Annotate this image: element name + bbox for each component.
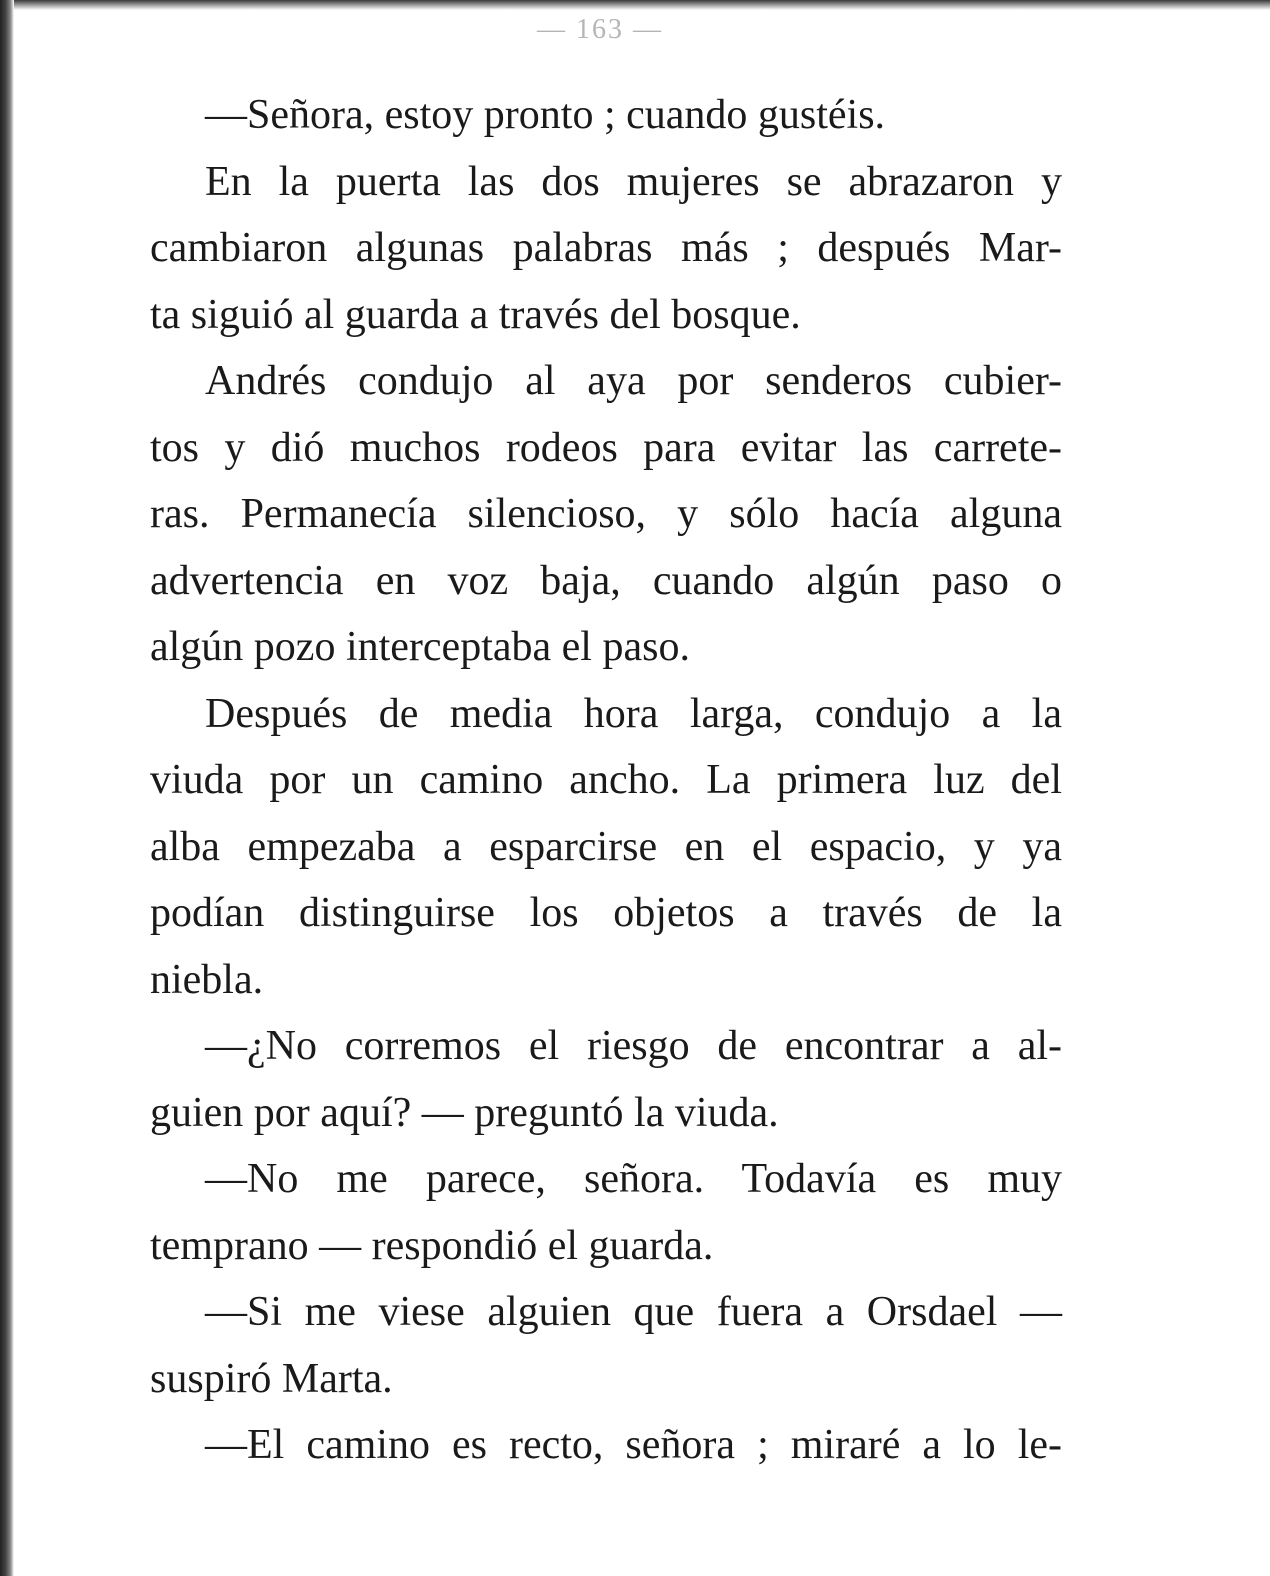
text-line: podían distinguirse los objetos a través de la: [150, 890, 1062, 936]
text-line: suspiró Marta.: [150, 1355, 393, 1402]
page-number: — 163 —: [537, 14, 663, 45]
text-line: —No me parece, señora. Todavía es muy: [205, 1156, 1062, 1202]
text-line: —El camino es recto, señora ; miraré a lo le-: [205, 1422, 1062, 1468]
text-line: guien por aquí? — preguntó la viuda.: [150, 1089, 779, 1136]
body-text: [150, 82, 1062, 1479]
text-line: niebla.: [150, 956, 264, 1003]
text-line: cambiaron algunas palabras más ; después Mar-: [150, 225, 1062, 271]
text-line: tos y dió muchos rodeos para evitar las carrete-: [150, 424, 1062, 471]
book-binding-edge: [0, 0, 14, 1576]
text-line: —¿No corremos el riesgo de encontrar a al-: [205, 1023, 1062, 1069]
text-line: En la puerta las dos mujeres se abrazaron y: [205, 158, 1062, 205]
text-line: viuda por un camino ancho. La primera luz del: [150, 757, 1062, 803]
text-line: alba empezaba a esparcirse en el espacio, y ya: [150, 823, 1062, 870]
text-line: Andrés condujo al aya por senderos cubier-: [205, 358, 1062, 404]
text-line: temprano — respondió el guarda.: [150, 1222, 714, 1269]
text-line: —Si me viese alguien que fuera a Orsdael —: [205, 1289, 1062, 1335]
text-line: advertencia en voz baja, cuando algún paso o: [150, 557, 1062, 604]
text-line: algún pozo interceptaba el paso.: [150, 624, 690, 670]
text-line: ras. Permanecía silencioso, y sólo hacía alguna: [150, 491, 1062, 537]
page-top-shadow: [0, 0, 1270, 10]
text-line: ta siguió al guarda a través del bosque.: [150, 291, 801, 338]
text-line: —Señora, estoy pronto ; cuando gustéis.: [205, 92, 886, 138]
text-line: Después de media hora larga, condujo a la: [205, 690, 1062, 737]
